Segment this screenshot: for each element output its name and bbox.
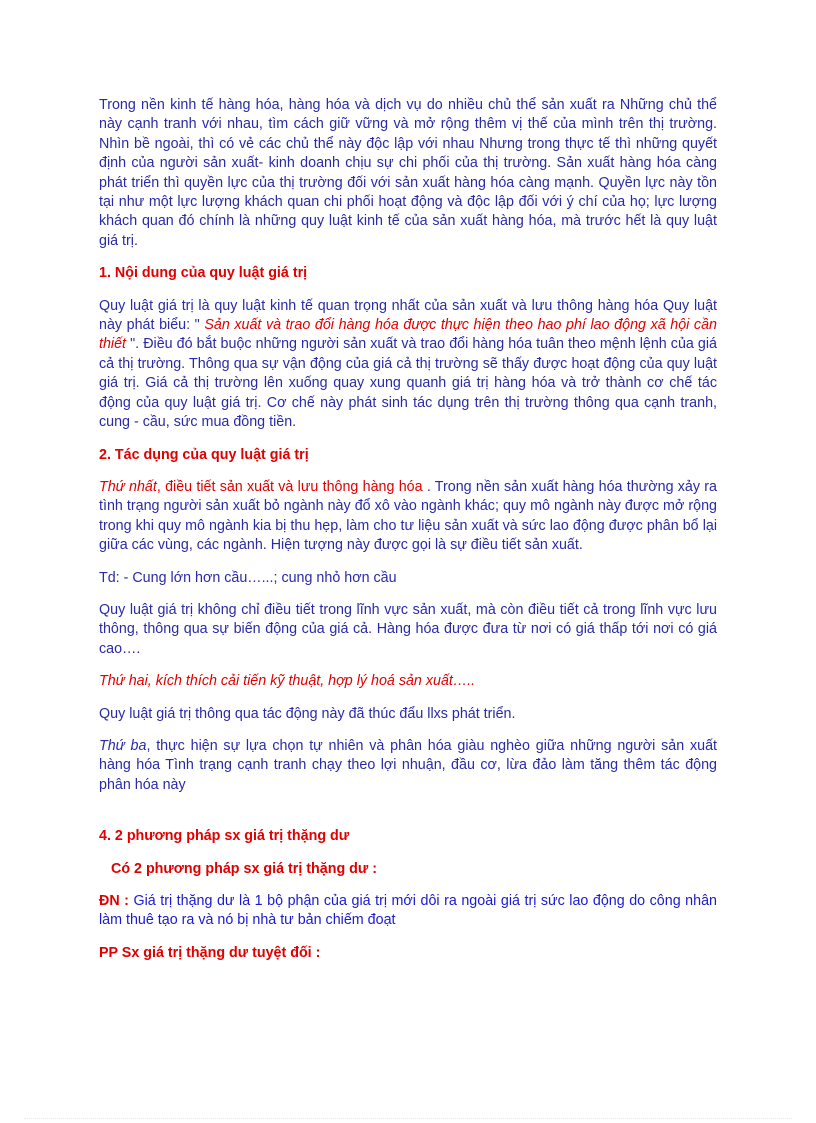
section-heading-1: 1. Nội dung của quy luật giá trị [99,265,308,282]
first-text: . Trong nền sản xuất hàng hóa thường xảy ra tình trạng người sản xuất bỏ ngành này đổ xô vào ngành khác; quy mô ngành này được mở rộng trong khi quy mô ngành kia bị thu hẹp, làm cho tư liệu sản xuất và sức lao động được phân bổ lại giữa các vùng, các ngành. Hiện tượng này được gọi là sự điều tiết sản xuất. [99,478,718,554]
intro-paragraph: Trong nền kinh tế hàng hóa, hàng hóa và dịch vụ do nhiều chủ thể sản xuất ra Những chủ thể này cạnh tranh với nhau, tìm cách giữ vững và mở rộng thêm vị thế của mình trên thị trường. Nhìn bề ngoài, thì có vẻ các chủ thể này độc lập với nhau Nhưng trong thực tế thì những quyết định của người sản xuất- kinh doanh chịu sự chi phối của thị trường. Sản xuất hàng hóa càng phát triển thì quyền lực của thị trường đối với sản xuất hàng hóa càng mạnh. Quyền lực này tồn tại như một lực lượng khách quan chi phối hoạt động và độc lập đối với ý chí của họ; lực lượng khách quan đó chính là những quy luật kinh tế của sản xuất hàng hóa, mà trước hết là quy luật giá trị. [99,97,717,249]
law-content-paragraph [99,297,717,433]
law-statement-quote: Sản xuất và trao đổi hàng hóa được thực hiện theo hao phí lao động xã hội cần thiết [99,317,717,353]
definition-text: Giá trị thặng dư là 1 bộ phận của giá trị mới dôi ra ngoài giá trị sức lao động do công nhân làm thuê tạo ra và nó bị nhà tư bản chiếm đoạt [99,893,717,929]
effect-second-paragraph [99,672,717,691]
second-label: Thứ hai [99,673,148,690]
effect-third-paragraph [99,737,717,795]
law-intro-text: Quy luật giá trị là quy luật kinh tế quan trọng nhất của sản xuất và lưu thông hàng hóa Quy luật này phát biểu: " [99,297,717,334]
example-line: Td: - Cung lớn hơn cầu…...; cung nhỏ hơn cầu [99,569,397,586]
subheading-methods: Có 2 phương pháp sx giá trị thặng dư : [111,860,377,877]
first-title: , điều tiết sản xuất và lưu thông hàng hóa [156,478,423,495]
document-page [99,96,717,976]
technology-paragraph: Quy luật giá trị thông qua tác động này đã thúc đẩu llxs phát triển. [99,705,516,722]
definition-paragraph [99,892,717,931]
circulation-paragraph: Quy luật giá trị không chỉ điều tiết trong lĩnh vực sản xuất, mà còn điều tiết cả trong lĩnh vực lưu thông, thông qua sự biến động của giá cả. Hàng hóa được đưa từ nơi có giá thấp tới nơi có giá cao…. [99,601,717,657]
section-heading-2: 2. Tác dụng của quy luật giá trị [99,446,309,463]
page-bottom-divider [24,1118,792,1119]
third-label: Thứ ba [99,737,147,754]
definition-label: ĐN : [99,893,129,909]
section-heading-4: 4. 2 phương pháp sx giá trị thặng dư [99,828,350,845]
second-title: , kích thích cải tiến kỹ thuật, hợp lý hoá sản xuất….. [147,673,476,690]
first-label: Thứ nhất [99,478,157,495]
effect-first-paragraph [99,478,717,556]
absolute-method-heading: PP Sx giá trị thặng dư tuyệt đối : [99,944,321,961]
law-explanation-text: ". Điều đó bắt buộc những người sản xuất và trao đổi hàng hóa tuân theo mệnh lệnh của giá cả thị trường. Thông qua sự vận động của giá cả thị trường sẽ thấy được hoạt động của quy luật giá trị. Giá cả thị trường lên xuống quay xung quanh giá trị hàng hóa và trở thành cơ chế tác động của quy luật giá trị. Cơ chế này phát sinh tác dụng trên thị trường thông qua cạnh tranh, cung - cầu, sức mua đồng tiền. [99,336,717,431]
third-text: , thực hiện sự lựa chọn tự nhiên và phân hóa giàu nghèo giữa những người sản xuất hàng hóa Tình trạng cạnh tranh chạy theo lợi nhuận, đầu cơ, lừa đảo làm tăng thêm tác động phân hóa này [99,737,717,793]
